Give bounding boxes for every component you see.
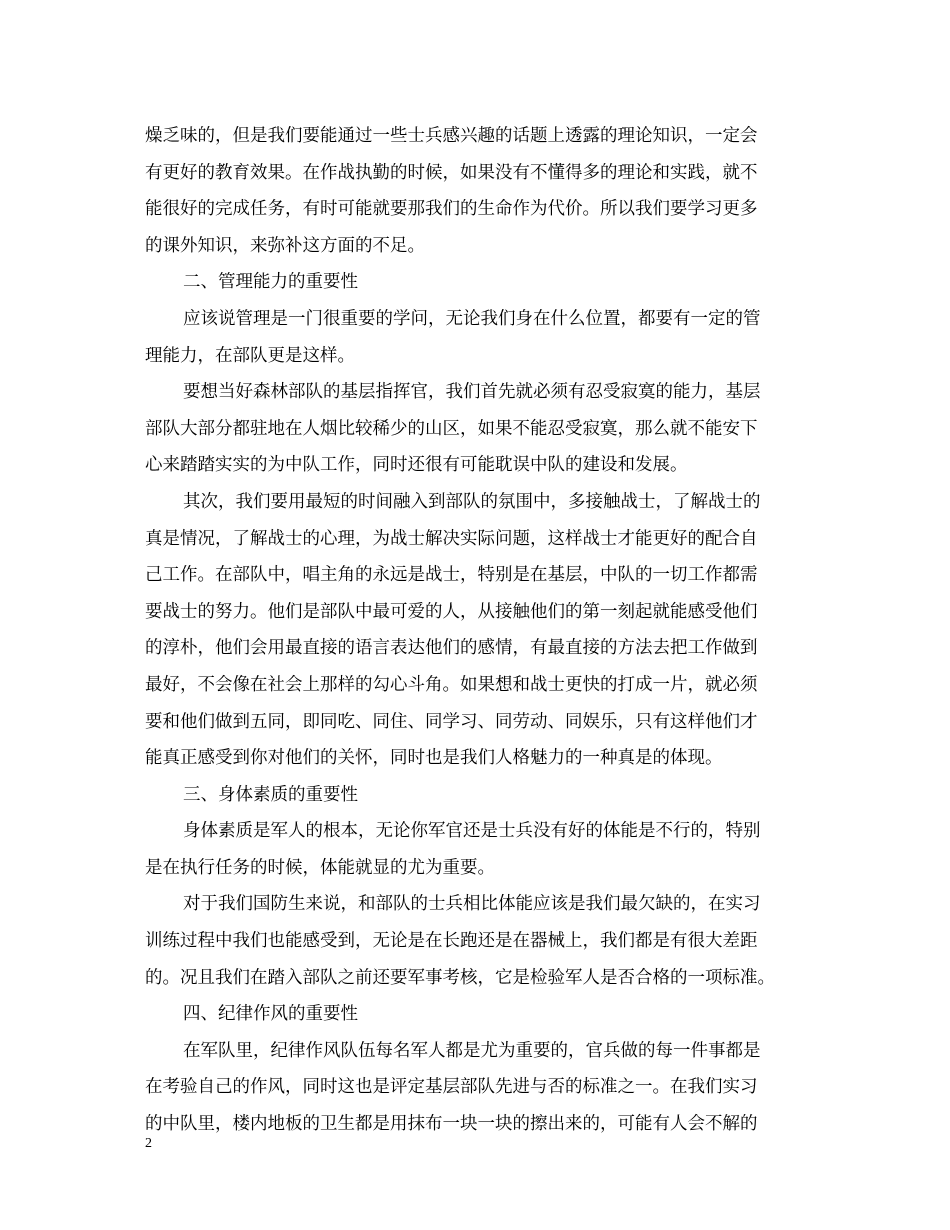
text-line: 的淳朴，他们会用最直接的语言表达他们的感情，有最直接的方法去把工作做到 xyxy=(145,638,758,659)
page-number: 2 xyxy=(145,1136,152,1151)
text-line: 身体素质是军人的根本，无论你军官还是士兵没有好的体能是不行的，特别 xyxy=(183,821,761,842)
body-text xyxy=(145,118,807,1143)
text-line: 要战士的努力。他们是部队中最可爱的人，从接触他们的第一刻起就能感受他们 xyxy=(145,601,758,622)
text-line: 三、身体素质的重要性 xyxy=(183,784,358,805)
text-line: 其次，我们要用最短的时间融入到部队的氛围中，多接触战士，了解战士的 xyxy=(183,491,761,512)
text-line: 在考验自己的作风，同时这也是评定基层部队先进与否的标准之一。在我们实习 xyxy=(145,1077,758,1098)
text-line: 心来踏踏实实的为中队工作，同时还很有可能耽误中队的建设和发展。 xyxy=(145,455,688,476)
text-line: 是在执行任务的时候，体能就显的尤为重要。 xyxy=(145,857,495,878)
text-line: 应该说管理是一门很重要的学问，无论我们身在什么位置，都要有一定的管 xyxy=(183,308,761,329)
text-line: 部队大部分都驻地在人烟比较稀少的山区，如果不能忍受寂寞，那么就不能安下 xyxy=(145,418,758,439)
text-line: 对于我们国防生来说，和部队的士兵相比体能应该是我们最欠缺的，在实习 xyxy=(183,894,761,915)
text-line: 己工作。在部队中，唱主角的永远是战士，特别是在基层，中队的一切工作都需 xyxy=(145,565,758,586)
text-line: 燥乏味的，但是我们要能通过一些士兵感兴趣的话题上透露的理论知识，一定会 xyxy=(145,126,758,146)
text-line: 的课外知识，来弥补这方面的不足。 xyxy=(145,235,425,256)
text-line: 四、纪律作风的重要性 xyxy=(183,1004,358,1025)
text-line: 要和他们做到五同，即同吃、同住、同学习、同劳动、同娱乐，只有这样他们才 xyxy=(145,711,758,732)
text-line: 真是情况，了解战士的心理，为战士解决实际问题，这样战士才能更好的配合自 xyxy=(145,528,758,549)
text-line: 能真正感受到你对他们的关怀，同时也是我们人格魅力的一种真是的体现。 xyxy=(145,748,723,769)
text-line: 要想当好森林部队的基层指挥官，我们首先就必须有忍受寂寞的能力，基层 xyxy=(183,382,761,403)
text-line: 理能力，在部队更是这样。 xyxy=(145,345,355,366)
text-line: 能很好的完成任务，有时可能就要那我们的生命作为代价。所以我们要学习更多 xyxy=(145,199,758,220)
text-line: 二、管理能力的重要性 xyxy=(183,272,358,293)
text-line: 的中队里，楼内地板的卫生都是用抹布一块一块的擦出来的，可能有人会不解的 xyxy=(145,1114,758,1135)
text-line: 在军队里，纪律作风队伍每名军人都是尤为重要的，官兵做的每一件事都是 xyxy=(183,1040,761,1061)
text-line: 有更好的教育效果。在作战执勤的时候，如果没有不懂得多的理论和实践，就不 xyxy=(145,162,758,183)
text-line: 最好，不会像在社会上那样的勾心斗角。如果想和战士更快的打成一片，就必须 xyxy=(145,674,758,695)
text-line: 训练过程中我们也能感受到，无论是在长跑还是在器械上，我们都是有很大差距 xyxy=(145,931,758,952)
text-line: 的。况且我们在踏入部队之前还要军事考核，它是检验军人是否合格的一项标准。 xyxy=(145,967,775,988)
